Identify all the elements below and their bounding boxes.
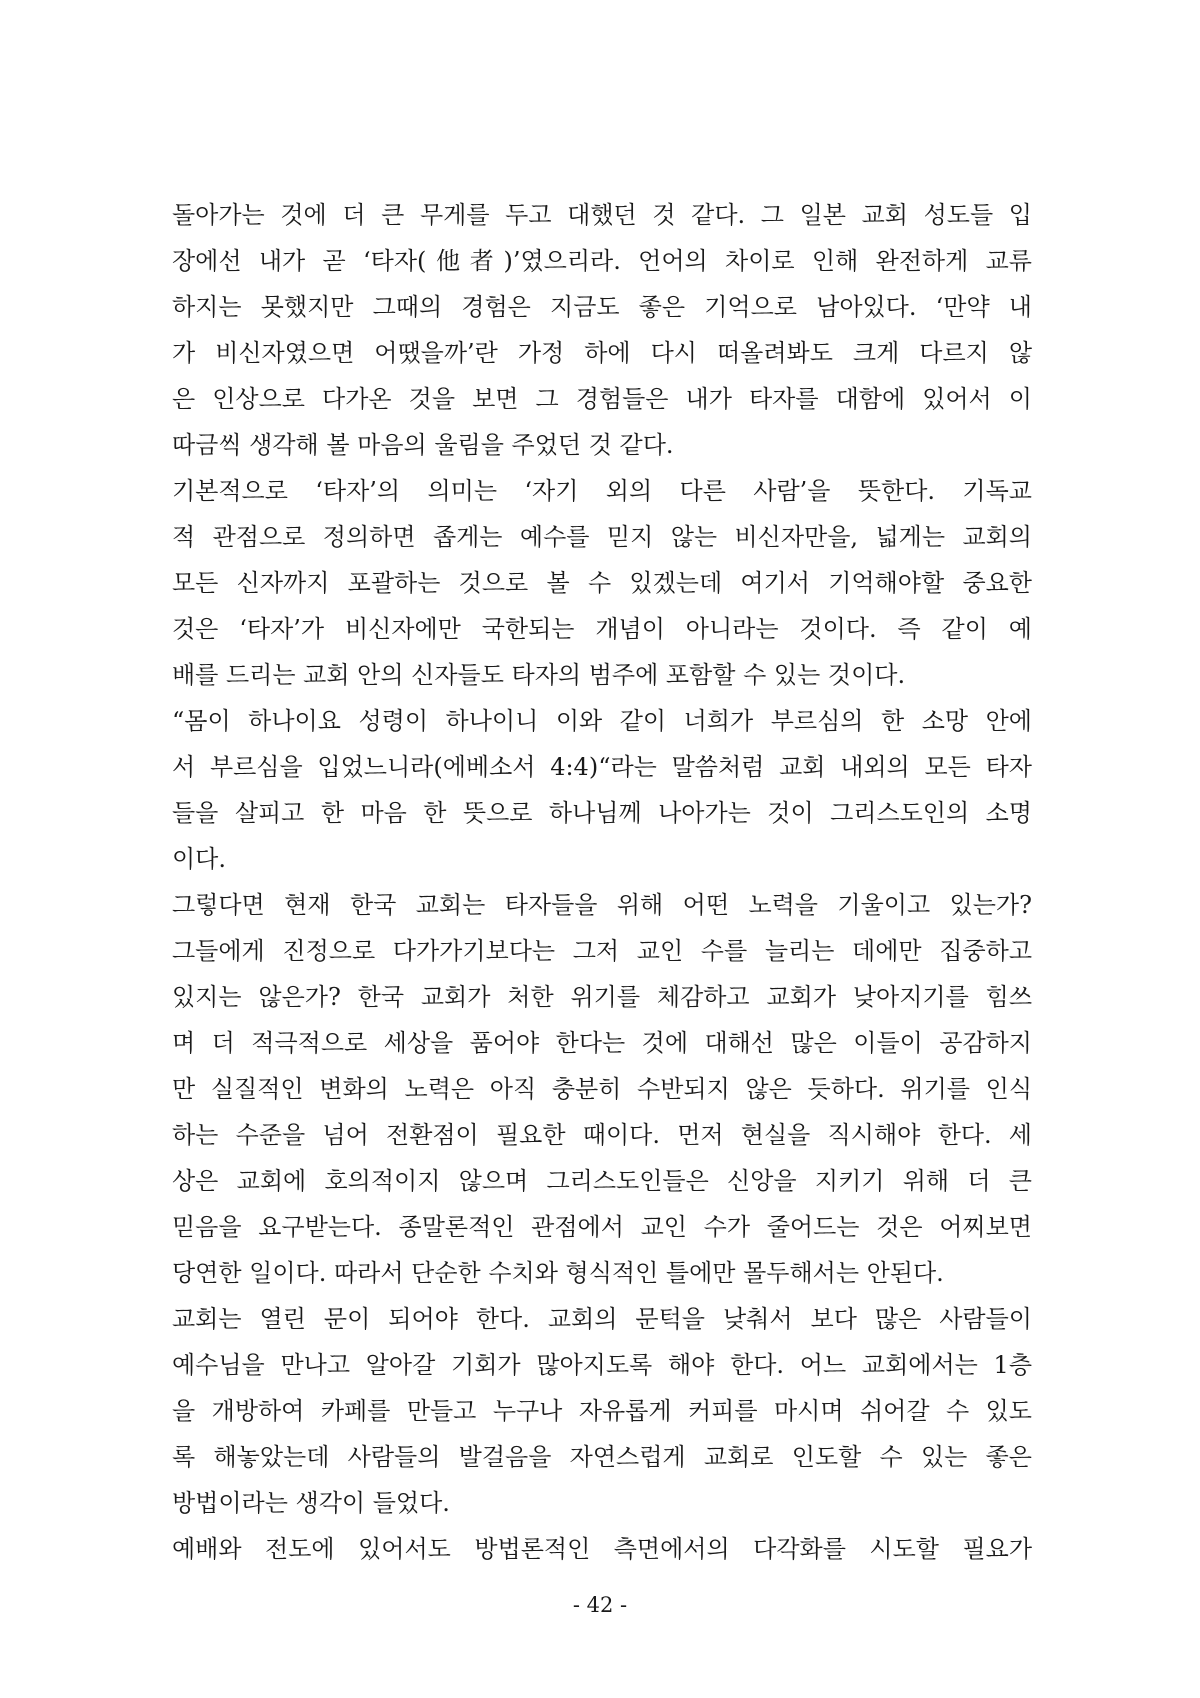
text-line: 장에선 내가 곧 ‘타자(他者)’였으리라. 언어의 차이로 인해 완전하게 교류 xyxy=(172,247,1032,275)
text-line: 당연한 일이다. 따라서 단순한 수치와 형식적인 틀에만 몰두해서는 안된다. xyxy=(172,1259,944,1287)
text-line: 은 인상으로 다가온 것을 보면 그 경험들은 내가 타자를 대함에 있어서 이 xyxy=(172,385,1032,413)
text-line: 가 비신자였으면 어땠을까’란 가정 하에 다시 떠올려봐도 크게 다르지 않 xyxy=(172,339,1032,367)
text-line: 며 더 적극적으로 세상을 품어야 한다는 것에 대해선 많은 이들이 공감하지 xyxy=(172,1029,1032,1057)
text-line: “몸이 하나이요 성령이 하나이니 이와 같이 너희가 부르심의 한 소망 안에 xyxy=(172,707,1032,735)
text-line: 하지는 못했지만 그때의 경험은 지금도 좋은 기억으로 남아있다. ‘만약 내 xyxy=(172,293,1032,321)
paragraph xyxy=(172,468,1032,698)
text-line: 그렇다면 현재 한국 교회는 타자들을 위해 어떤 노력을 기울이고 있는가? xyxy=(172,891,1032,919)
text-line: 록 해놓았는데 사람들의 발걸음을 자연스럽게 교회로 인도할 수 있는 좋은 xyxy=(172,1443,1032,1471)
text-line: 그들에게 진정으로 다가가기보다는 그저 교인 수를 늘리는 데에만 집중하고 xyxy=(172,937,1032,965)
text-line: 하는 수준을 넘어 전환점이 필요한 때이다. 먼저 현실을 직시해야 한다. 세 xyxy=(172,1121,1032,1149)
text-line: 따금씩 생각해 볼 마음의 울림을 주었던 것 같다. xyxy=(172,431,674,459)
text-line: 서 부르심을 입었느니라(에베소서 4:4)“라는 말씀처럼 교회 내외의 모든 타자 xyxy=(172,753,1032,781)
text-line: 예배와 전도에 있어서도 방법론적인 측면에서의 다각화를 시도할 필요가 xyxy=(172,1535,1032,1563)
text-line: 을 개방하여 카페를 만들고 누구나 자유롭게 커피를 마시며 쉬어갈 수 있도 xyxy=(172,1397,1032,1425)
text-line: 모든 신자까지 포괄하는 것으로 볼 수 있겠는데 여기서 기억해야할 중요한 xyxy=(172,569,1032,597)
text-line: 믿음을 요구받는다. 종말론적인 관점에서 교인 수가 줄어드는 것은 어찌보면 xyxy=(172,1213,1032,1241)
text-line: 만 실질적인 변화의 노력은 아직 충분히 수반되지 않은 듯하다. 위기를 인식 xyxy=(172,1075,1032,1103)
text-line: 적 관점으로 정의하면 좁게는 예수를 믿지 않는 비신자만을, 넓게는 교회의 xyxy=(172,523,1032,551)
text-line: 이다. xyxy=(172,845,226,873)
text-line: 상은 교회에 호의적이지 않으며 그리스도인들은 신앙을 지키기 위해 더 큰 xyxy=(172,1167,1032,1195)
text-line: 예수님을 만나고 알아갈 기회가 많아지도록 해야 한다. 어느 교회에서는 1층 xyxy=(172,1351,1032,1379)
text-line: 것은 ‘타자’가 비신자에만 국한되는 개념이 아니라는 것이다. 즉 같이 예 xyxy=(172,615,1032,643)
text-line: 방법이라는 생각이 들었다. xyxy=(172,1489,450,1517)
paragraph xyxy=(172,1296,1032,1526)
paragraph xyxy=(172,1526,1032,1572)
text-line: 있지는 않은가? 한국 교회가 처한 위기를 체감하고 교회가 낮아지기를 힘쓰 xyxy=(172,983,1032,1011)
text-line: 들을 살피고 한 마음 한 뜻으로 하나님께 나아가는 것이 그리스도인의 소명 xyxy=(172,799,1032,827)
text-line: 돌아가는 것에 더 큰 무게를 두고 대했던 것 같다. 그 일본 교회 성도들 입 xyxy=(172,201,1032,229)
paragraph xyxy=(172,882,1032,1296)
text-line: 기본적으로 ‘타자’의 의미는 ‘자기 외의 다른 사람’을 뜻한다. 기독교 xyxy=(172,477,1032,505)
paragraph xyxy=(172,192,1032,468)
paragraph xyxy=(172,698,1032,882)
text-line: 배를 드리는 교회 안의 신자들도 타자의 범주에 포함할 수 있는 것이다. xyxy=(172,661,906,689)
text-line: 교회는 열린 문이 되어야 한다. 교회의 문턱을 낮춰서 보다 많은 사람들이 xyxy=(172,1305,1032,1333)
page-number: - 42 - xyxy=(572,1593,628,1617)
body-text xyxy=(172,192,1032,1572)
